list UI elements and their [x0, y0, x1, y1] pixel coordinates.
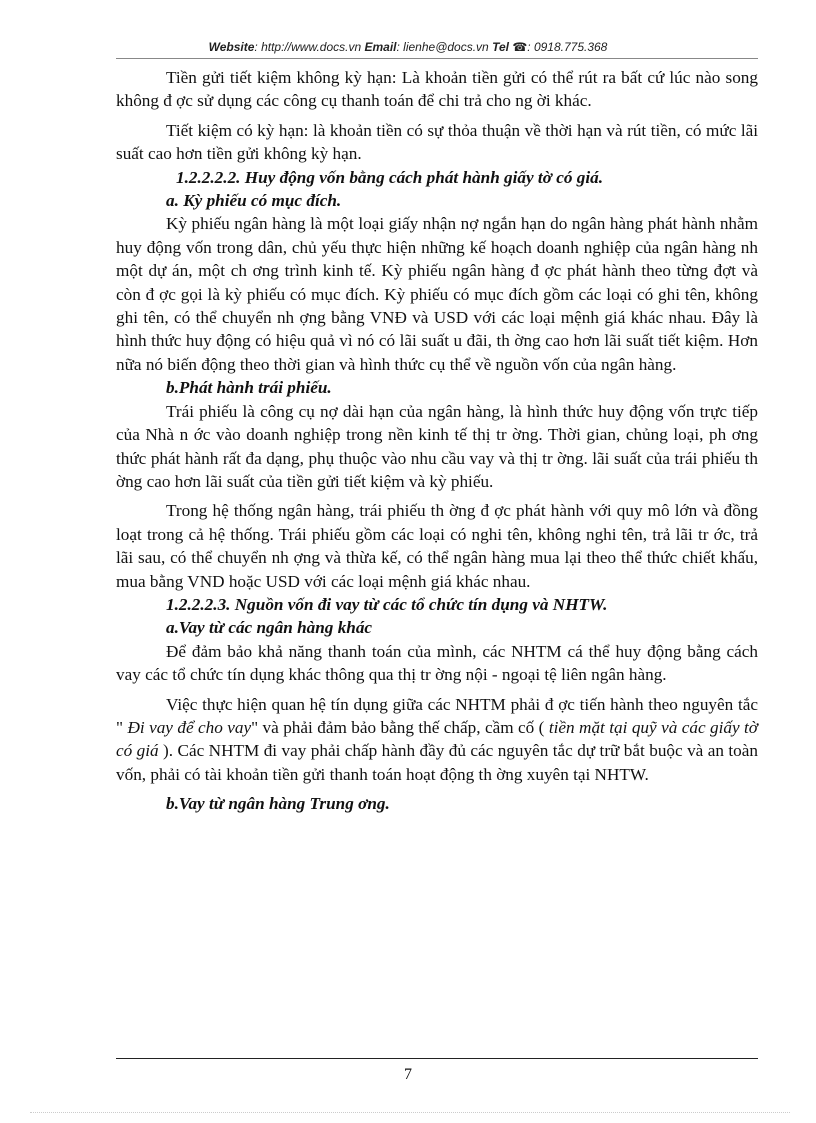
page-edge-dots [30, 1112, 790, 1113]
subheading-2b: b.Vay từ ngân hàng Trung ơng. [166, 794, 390, 814]
page-header [0, 40, 816, 54]
paragraph-text: " và phải đảm bảo bằng thế chấp, cầm cố ( [251, 717, 549, 737]
section-heading-2: 1.2.2.2.3. Nguồn vốn đi vay từ các tổ chức tín dụng và NHTW. [166, 594, 608, 614]
header-divider [116, 58, 758, 59]
section-heading-1: 1.2.2.2.2. Huy động vốn bằng cách phát hành giấy tờ có giá. [176, 167, 604, 187]
paragraph-credit-relations [116, 693, 758, 787]
paragraph-demand-savings: Tiền gửi tiết kiệm không kỳ hạn: Là khoản tiền gửi có thể rút ra bất cứ lúc nào song không đ ợc sử dụng các công cụ thanh toán để chi trả cho ng ời khác. [116, 68, 758, 111]
website-value: : http://www.docs.vn [254, 40, 362, 54]
paragraph-interbank: Để đảm bảo khả năng thanh toán của mình, các NHTM cá thể huy động bằng cách vay các tổ chức tín dụng khác thông qua thị tr ờng nội - ngoại tệ liên ngân hàng. [116, 641, 758, 685]
subheading-a: a. Kỳ phiếu có mục đích. [166, 191, 342, 211]
paragraph-text: ). Các NHTM đi vay phải chấp hành đầy đủ các nguyên tắc dự trữ bắt buộc và an toàn vốn, phải có tài khoản tiền gửi thanh toán hoạt động th ờng xuyên tại NHTW. [116, 741, 758, 784]
paragraph-promissory-notes: Kỳ phiếu ngân hàng là một loại giấy nhận nợ ngắn hạn do ngân hàng phát hành nhằm huy động vốn trong dân, chủ yếu thực hiện những kế hoạch doanh nghiệp của ngân hàng nh một dự án, một ch ơng trình kinh tế. Kỳ phiếu ngân hàng đ ợc phát hành theo từng đợt và còn đ ợc gọi là kỳ phiếu có mục đích. Kỳ phiếu có mục đích gồm các loại có ghi tên, không ghi tên, có thể chuyển nh ợng bằng VNĐ và USD với các loại mệnh giá khác nhau. Đây là hình thức huy động có hiệu quả vì nó có lãi suất u đãi, th ờng cao hơn lãi suất tiết kiệm. Hơn nữa nó biến động theo thời gian và hình thức cụ thể về nguồn vốn của ngân hàng. [116, 214, 758, 374]
footer-divider [116, 1058, 758, 1059]
subheading-2a: a.Vay từ các ngân hàng khác [166, 618, 373, 638]
tel-label: Tel [492, 40, 509, 54]
paragraph-bonds-1: Trái phiếu là công cụ nợ dài hạn của ngân hàng, là hình thức huy động vốn trực tiếp của Nhà n ớc vào doanh nghiệp trong nền kinh tế thị tr ờng. Thời gian, chủng loại, ph ơng thức phát hành rất đa dạng, phụ thuộc vào nhu cầu vay và thị tr ờng. lãi suất của trái phiếu th ờng cao hơn lãi suất của tiền gửi tiết kiệm và kỳ phiếu. [116, 401, 758, 491]
emphasis-text: Đi vay để cho vay [127, 717, 252, 737]
tel-value: : 0918.775.368 [527, 40, 608, 54]
website-label: Website [208, 40, 255, 54]
page-number: 7 [404, 1066, 412, 1083]
subheading-b: b.Phát hành trái phiếu. [166, 378, 332, 398]
paragraph-term-savings: Tiết kiệm có kỳ hạn: là khoản tiền có sự thỏa thuận về thời hạn và rút tiền, có mức lãi suất cao hơn tiền gửi không kỳ hạn. [116, 120, 758, 164]
document-body [116, 66, 758, 816]
phone-icon: ☎ [512, 40, 528, 54]
paragraph-bonds-2: Trong hệ thống ngân hàng, trái phiếu th ờng đ ợc phát hành với quy mô lớn và đồng loạt trong cả hệ thống. Trái phiếu gồm các loại có nghi tên, không nghi tên, trả lãi tr ớc, trả lãi sau, có thể chuyển nh ợng và thừa kế, có thể ngân hàng mua lại theo thể thức chiết khấu, mua bằng VND hoặc USD với các loại mệnh giá khác nhau. [116, 501, 758, 591]
email-value: : lienhe@docs.vn [396, 40, 489, 54]
email-label: Email [364, 40, 397, 54]
paragraph-text: Việc thực hiện quan hệ tín dụng giữa các NHTM phải đ ợc tiến hành theo nguyên tắc " [116, 694, 758, 737]
emphasis-text: tiền mặt tại quỹ và các giấy tờ có giá [116, 717, 758, 761]
